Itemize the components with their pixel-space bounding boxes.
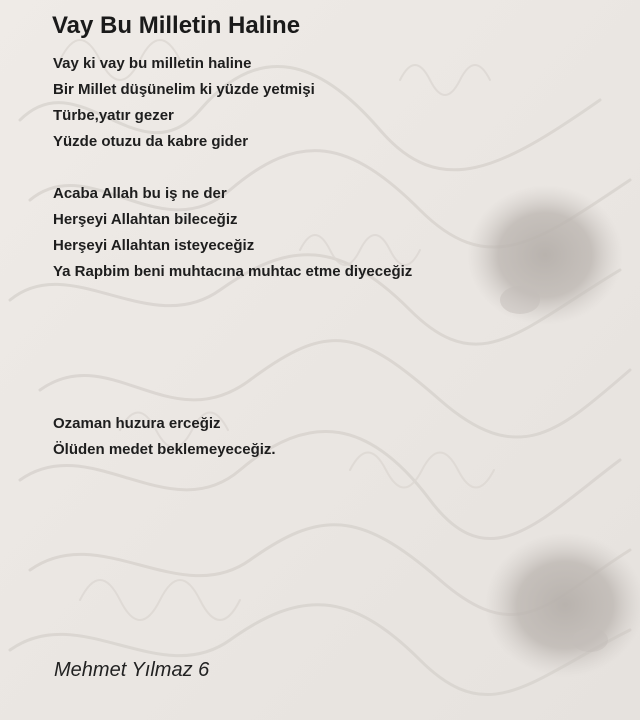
poem-title: Vay Bu Milletin Haline — [52, 12, 301, 39]
stanza-1 — [53, 51, 315, 155]
stanza-3 — [53, 411, 276, 463]
poem-line: Yüzde otuzu da kabre gider — [53, 133, 249, 150]
poem-line: Ozaman huzura erceğiz — [53, 415, 221, 432]
poem-line: Ya Rapbim beni muhtacına muhtac etme diyeceğiz — [53, 263, 413, 280]
poem-line: Acaba Allah bu iş ne der — [53, 185, 227, 202]
poem-line: Ölüden medet beklemeyeceğiz. — [53, 441, 276, 458]
poem-line: Vay ki vay bu milletin haline — [53, 55, 252, 72]
poem-line: Herşeyi Allahtan isteyeceğiz — [53, 237, 255, 254]
poem-line: Herşeyi Allahtan bileceğiz — [53, 211, 238, 228]
poem-author: Mehmet Yılmaz 6 — [54, 659, 210, 681]
poem-line: Bir Millet düşünelim ki yüzde yetmişi — [53, 81, 315, 98]
poem-line: Türbe,yatır gezer — [53, 107, 174, 124]
stanza-2 — [53, 181, 412, 285]
